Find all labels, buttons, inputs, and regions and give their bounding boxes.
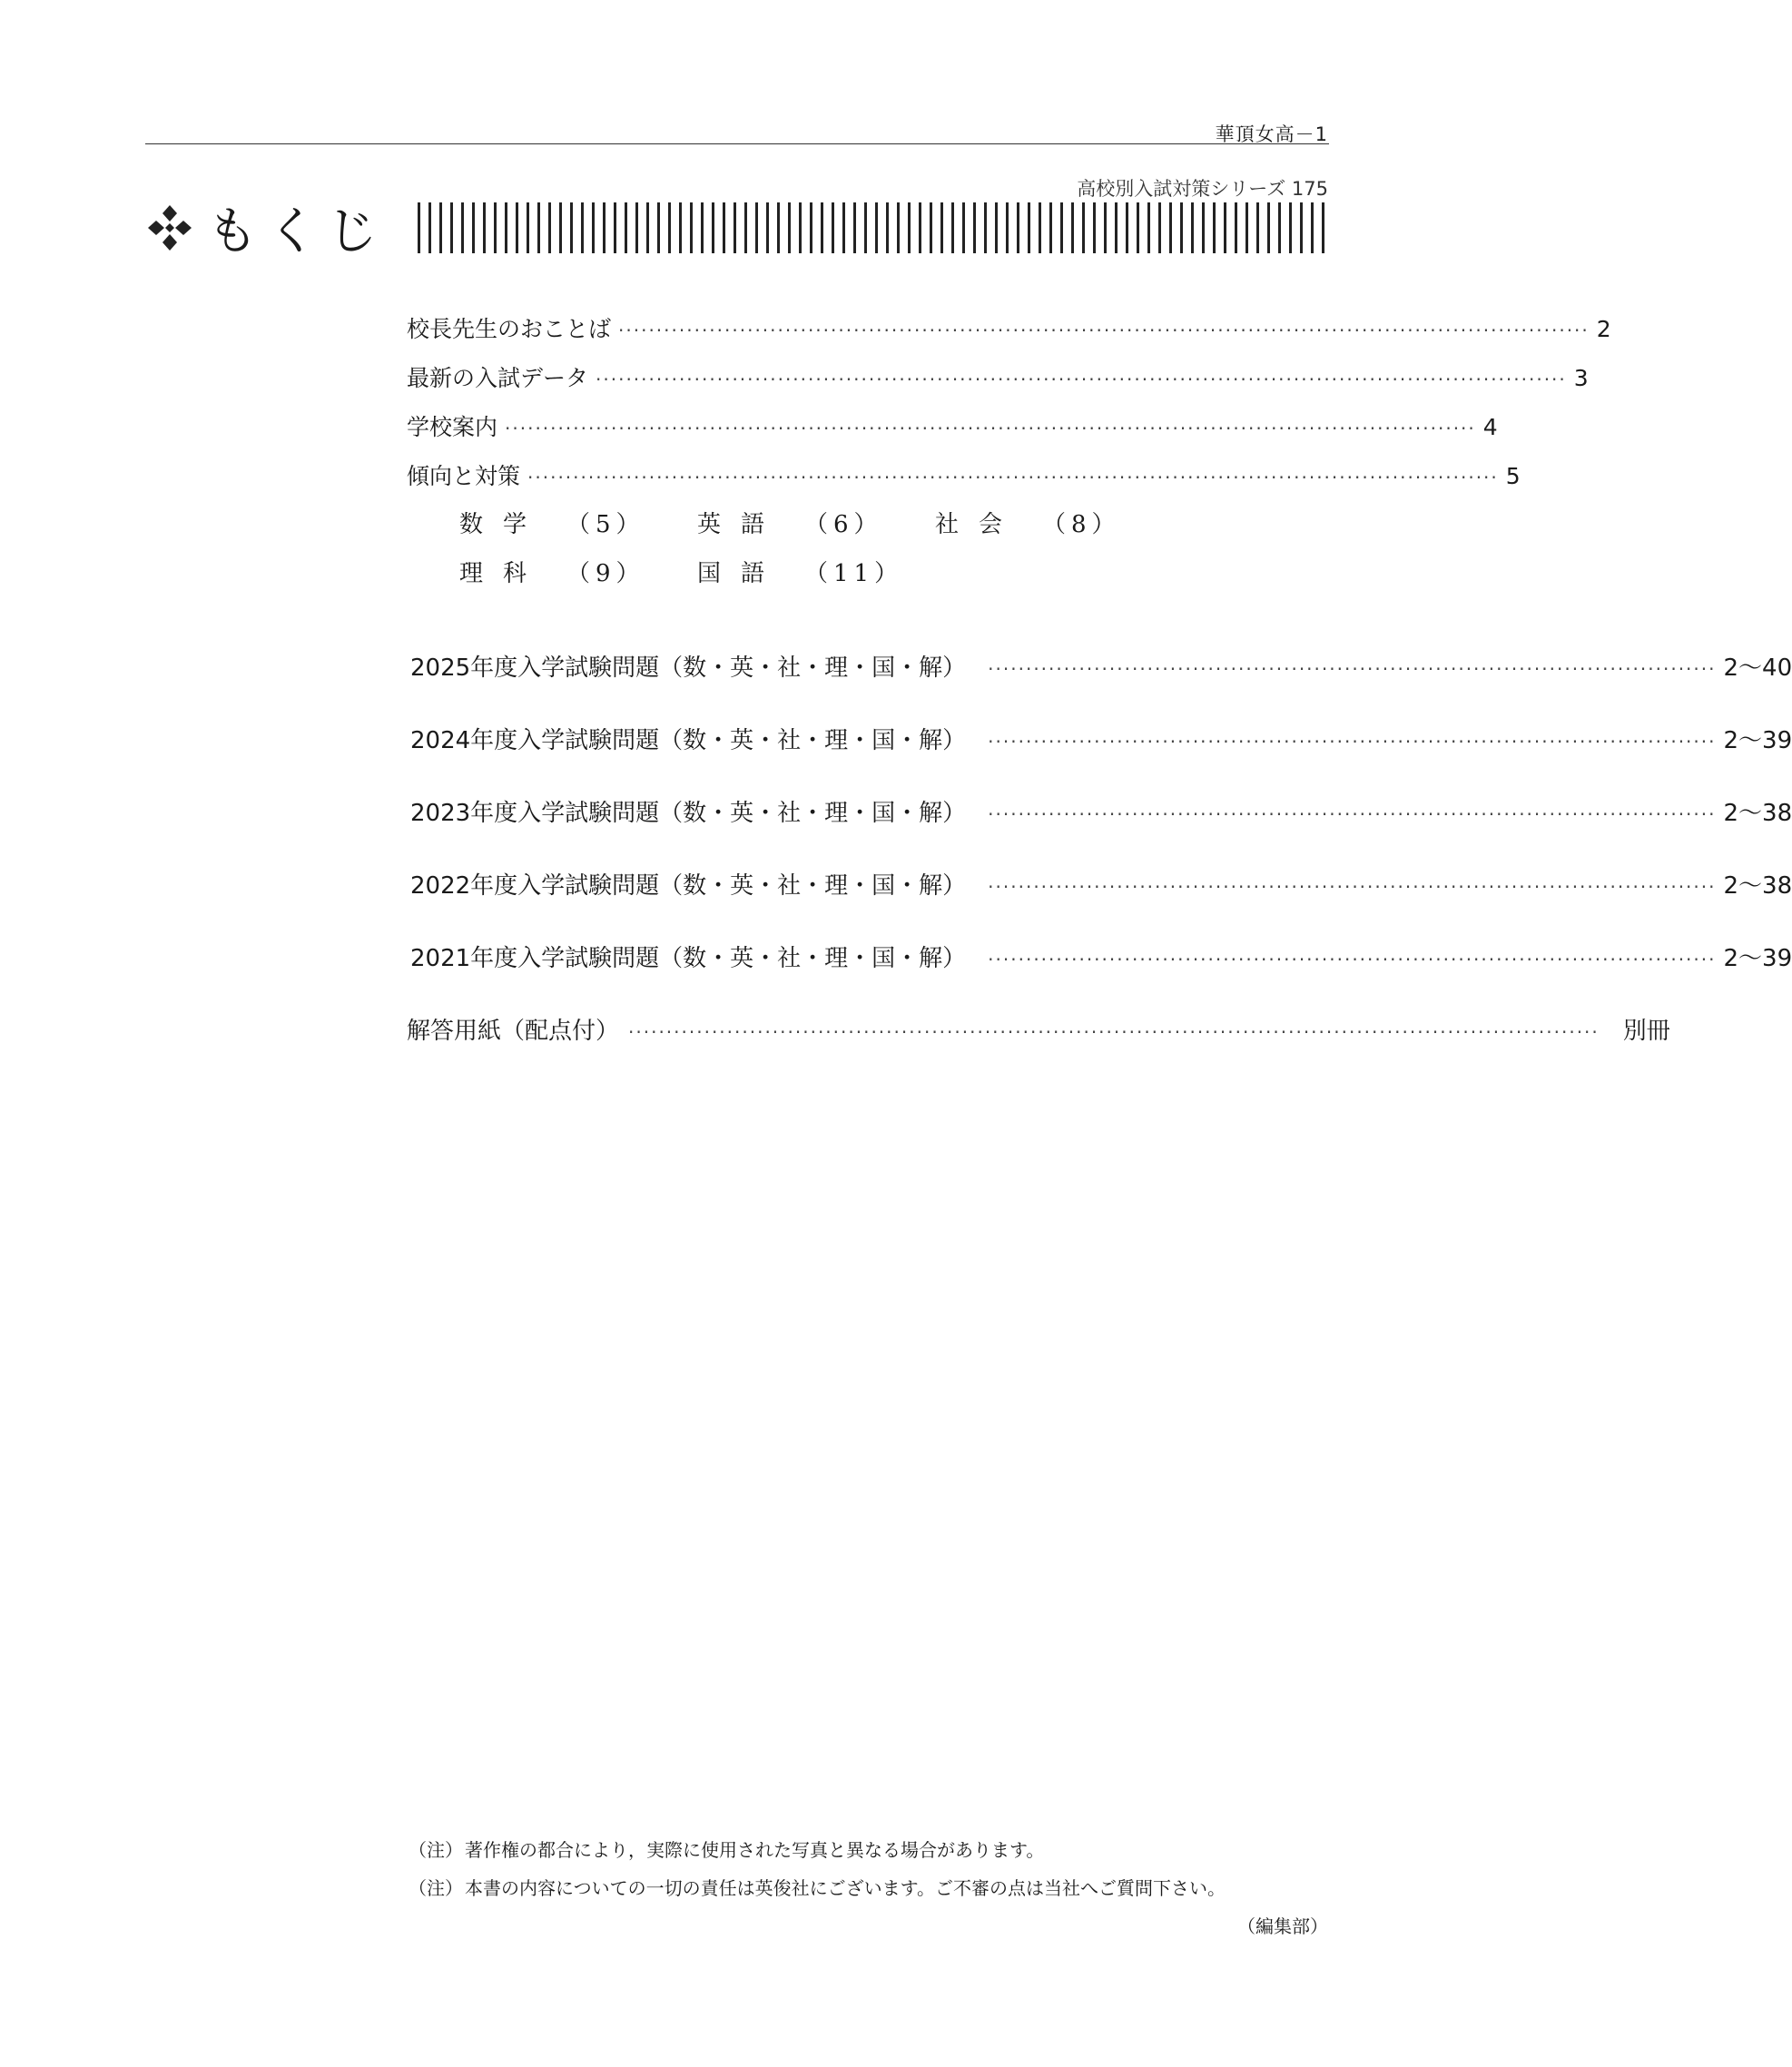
toc-label: 傾向と対策: [407, 463, 521, 489]
exam-page: 2～39: [1723, 945, 1792, 972]
subject-name: 社会: [935, 511, 1023, 538]
toc-label: 最新の入試データ: [407, 365, 589, 391]
exam-label: 2022年度入学試験問題（数・英・社・理・国・解）: [410, 872, 967, 900]
header-rule: [145, 143, 1329, 144]
toc-page: 4: [1482, 414, 1498, 440]
note-line: [409, 1836, 1044, 1862]
exam-row[interactable]: [410, 867, 1792, 901]
subject-name: 数学: [459, 511, 547, 538]
subject-page: （9）: [566, 560, 645, 587]
leader-dots: ································································································································: [527, 467, 1499, 488]
toc-row[interactable]: [407, 458, 1521, 491]
exam-row[interactable]: [410, 794, 1792, 828]
exam-label: 2023年度入学試験問題（数・英・社・理・国・解）: [410, 800, 967, 827]
toc-page: 2: [1596, 316, 1611, 342]
leader-dots: ································································································································: [596, 369, 1567, 390]
answer-sheet-page: 別冊: [1622, 1018, 1670, 1045]
leader-dots: ································································································: [988, 803, 1717, 825]
leader-dots: ································································································: [988, 949, 1717, 970]
answer-sheet-row[interactable]: [407, 1012, 1670, 1046]
subject-item[interactable]: [697, 555, 935, 588]
note-text: 本書の内容についての一切の責任は英俊社にございます。ご不審の点は当社へご質問下さい。: [465, 1877, 1226, 1899]
exam-page: 2～40: [1723, 655, 1792, 682]
note-mark: （注）: [409, 1839, 463, 1861]
subject-item[interactable]: [697, 506, 935, 539]
subject-name: 英語: [697, 511, 785, 538]
toc-page: 5: [1505, 463, 1521, 489]
leader-dots: ································································································: [988, 876, 1717, 898]
exam-page: 2～38: [1723, 800, 1792, 827]
page-title: もくじ: [207, 202, 387, 261]
note-line: [409, 1874, 1226, 1900]
exam-row[interactable]: [410, 940, 1792, 973]
toc-row[interactable]: [407, 311, 1611, 344]
subject-name: 理科: [459, 560, 547, 587]
subject-page: （6）: [804, 511, 883, 538]
exam-row[interactable]: [410, 722, 1792, 755]
exam-label: 2025年度入学試験問題（数・英・社・理・国・解）: [410, 655, 967, 682]
editor-credit: （編集部）: [1237, 1915, 1328, 1937]
leader-dots: ································································································································: [618, 320, 1590, 341]
subject-page: （5）: [566, 511, 645, 538]
answer-sheet-label: 解答用紙（配点付）: [407, 1018, 620, 1045]
leader-dots: ································································································································: [505, 418, 1476, 439]
exam-page: 2～39: [1723, 727, 1792, 754]
title-bars-decoration: [418, 202, 1329, 253]
subject-item[interactable]: [459, 506, 697, 539]
exam-label: 2024年度入学試験問題（数・英・社・理・国・解）: [410, 727, 967, 754]
toc-row[interactable]: [407, 360, 1589, 393]
leader-dots: ································································································: [988, 731, 1717, 753]
title-row: [143, 198, 1329, 261]
subject-item[interactable]: [459, 555, 697, 588]
toc-row[interactable]: [407, 409, 1498, 442]
page-id: 華頂女高－1: [1215, 123, 1328, 145]
series-label: 高校別入試対策シリーズ 175: [1077, 178, 1328, 200]
subject-page: （8）: [1042, 511, 1121, 538]
toc-label: 校長先生のおことば: [407, 316, 612, 342]
leader-dots: ································································································: [988, 658, 1717, 680]
subject-item[interactable]: [935, 506, 1173, 539]
subject-row: [459, 555, 935, 588]
toc-label: 学校案内: [407, 414, 498, 440]
subject-page: （11）: [804, 560, 904, 587]
note-mark: （注）: [409, 1877, 463, 1899]
exam-page: 2～38: [1723, 872, 1792, 900]
toc-page: 3: [1573, 365, 1589, 391]
exam-label: 2021年度入学試験問題（数・英・社・理・国・解）: [410, 945, 967, 972]
note-text: 著作権の都合により，実際に使用された写真と異なる場合があります。: [465, 1839, 1045, 1861]
subject-row: [459, 506, 1173, 539]
subject-name: 国語: [697, 560, 785, 587]
leader-dots: ································································································································: [628, 1021, 1600, 1043]
exam-row[interactable]: [410, 649, 1792, 683]
four-diamond-ornament-icon: [143, 202, 196, 254]
